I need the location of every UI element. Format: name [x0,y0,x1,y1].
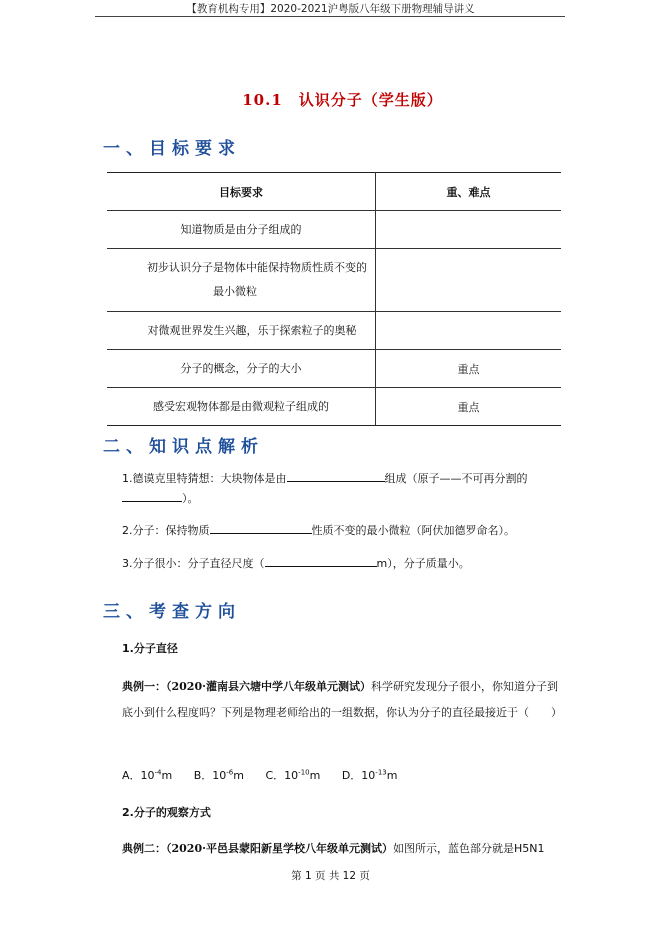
example-2-text: 如图所示，蓝色部分就是H5N1 [392,842,545,855]
goal-cell: 知道物质是由分子组成的 [180,222,302,236]
subheading-molecule-diameter: 1.分子直径 [122,642,178,655]
table-row [107,388,561,426]
key-cell: 重点 [457,400,480,414]
knowledge-point-2 [122,521,562,541]
table-header-key: 重、难点 [376,173,562,211]
section-heading-knowledge: 二、知识点解析 [103,437,264,457]
kp2-text-b: 性质不变的最小微粒（阿伏加德罗命名）。 [311,524,515,537]
example-2 [122,836,562,862]
document-title: 10.1 认识分子（学生版） [242,91,443,109]
option-a: A．$10^{-4}m$ [122,768,173,782]
goal-cell-line1: 初步认识分子是物体中能保持物质性质不变的 [147,261,367,274]
section-heading-direction: 三、考查方向 [103,602,241,622]
goal-cell: 分子的概念，分子的大小 [180,361,302,375]
example-1-options [122,767,415,783]
table-row [107,249,561,312]
kp1-text-b: 组成（原子——不可再分割的 [384,472,528,485]
example-1 [122,674,562,726]
kp3-text-b: m），分子质量小。 [376,557,470,570]
option-b: B．$10^{-6}m$ [193,768,244,782]
fill-blank [122,489,182,502]
fill-blank [210,521,312,534]
page-header: 【教育机构专用】2020-2021沪粤版八年级下册物理辅导讲义 [186,3,475,15]
example-1-text: 科学研究发现分子很小，你知道分子到底小到什么程度吗？下列是物理老师给出的一组数据，你认为分子的直径最接近于（ ） [122,680,562,719]
goals-table [107,172,561,426]
goal-cell-line2: 最小微粒 [213,285,257,298]
key-cell: 重点 [457,362,480,376]
subheading-observation: 2.分子的观察方式 [122,806,211,819]
table-row [107,312,561,350]
fill-blank [287,469,385,482]
goal-cell: 感受宏观物体都是由微观粒子组成的 [153,399,329,413]
knowledge-point-1 [122,469,562,509]
table-header-row [107,173,561,211]
page-footer: 第 1 页 共 12 页 [291,870,370,882]
header-rule [95,16,565,17]
fill-blank [265,554,377,567]
example-1-label: 典例一：（2020·灌南县六塘中学八年级单元测试） [122,680,371,693]
kp1-text-a: 1.德谟克里特猜想：大块物体是由 [122,472,287,485]
example-2-label: 典例二：（2020·平邑县蒙阳新星学校八年级单元测试） [122,842,393,855]
kp2-text-a: 2.分子：保持物质 [122,524,210,537]
table-row [107,211,561,249]
option-d: D．$10^{-13}m$ [341,768,398,782]
knowledge-point-3 [122,554,562,574]
section-heading-goals: 一、目标要求 [103,139,241,159]
table-header-goal: 目标要求 [107,173,376,211]
table-row [107,350,561,388]
kp3-text-a: 3.分子很小：分子直径尺度（ [122,557,265,570]
kp1-text-c: ）。 [182,492,199,505]
goal-cell: 对微观世界发生兴趣，乐于探索粒子的奥秘 [147,323,357,337]
option-c: C．$10^{-10}m$ [265,768,321,782]
